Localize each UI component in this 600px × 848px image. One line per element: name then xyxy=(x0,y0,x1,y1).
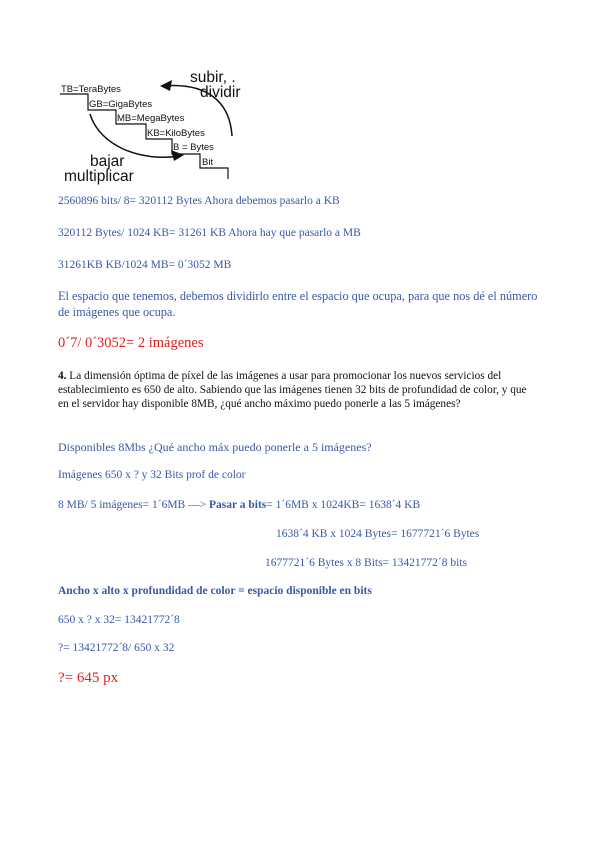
explanation-paragraph: El espacio que tenemos, debemos dividirlo entre el espacio que ocupa, para que nos dé el número de imágenes que ocupa. xyxy=(58,289,538,319)
question-4 xyxy=(58,369,528,411)
calc-bytes-to-kb: 320112 Bytes/ 1024 KB= 31261 KB Ahora hay que pasarlo a MB xyxy=(58,227,361,239)
calc-kb-to-mb: 31261KB KB/1024 MB= 0´3052 MB xyxy=(58,259,232,271)
unit-conversion-diagram xyxy=(50,64,250,189)
mb-per-image-line xyxy=(58,499,420,511)
kb-to-bytes-line: 1638´4 KB x 1024 Bytes= 1677721´6 Bytes xyxy=(276,528,480,540)
up-label-subir: subir, . xyxy=(190,69,236,86)
final-result: ?= 645 px xyxy=(58,670,119,686)
mb-to-kb-text: = 1´6MB x 1024KB= 1638´4 KB xyxy=(266,499,421,511)
level-gb: GB=GigaBytes xyxy=(89,99,153,110)
question-text: La dimensión óptima de píxel de las imágenes a usar para promocionar los nuevos servicios del establecimiento es 650 de alto. Sabiendo que las imágenes tienen 32 bits de profundidad de color, y que en el servidor hay disponible 8MB, ¿qué ancho máximo puedo ponerle a las 5 imágenes? xyxy=(58,370,527,410)
down-label-bajar: bajar xyxy=(90,153,125,170)
question-number: 4. xyxy=(58,370,67,382)
pasar-a-bits-label: Pasar a bits xyxy=(208,499,267,511)
solve-line: ?= 13421772´8/ 650 x 32 xyxy=(58,642,175,654)
level-b: B = Bytes xyxy=(173,142,214,153)
up-label-dividir: dividir xyxy=(200,84,241,101)
result-images: 0´7/ 0´3052= 2 imágenes xyxy=(58,335,204,351)
level-kb: KB=KiloBytes xyxy=(147,128,205,139)
calc-bits-to-bytes: 2560896 bits/ 8= 320112 Bytes Ahora debemos pasarlo a KB xyxy=(58,195,340,207)
level-bit: Bit xyxy=(202,157,214,168)
images-line: Imágenes 650 x ? y 32 Bits prof de color xyxy=(58,469,246,481)
available-line: Disponibles 8Mbs ¿Qué ancho máx puedo ponerle a 5 imágenes? xyxy=(58,440,372,454)
bytes-to-bits-line: 1677721´6 Bytes x 8 Bits= 13421772´8 bits xyxy=(265,557,467,569)
equation-line: 650 x ? x 32= 13421772´8 xyxy=(58,614,180,626)
formula-line: Ancho x alto x profundidad de color = espacio disponible en bits xyxy=(58,585,372,597)
level-tb: TB=TeraBytes xyxy=(61,84,121,95)
down-label-multiplicar: multiplicar xyxy=(64,168,134,185)
level-mb: MB=MegaBytes xyxy=(117,113,185,124)
mb-per-image-text: 8 MB/ 5 imágenes= 1´6MB —> xyxy=(58,499,209,511)
